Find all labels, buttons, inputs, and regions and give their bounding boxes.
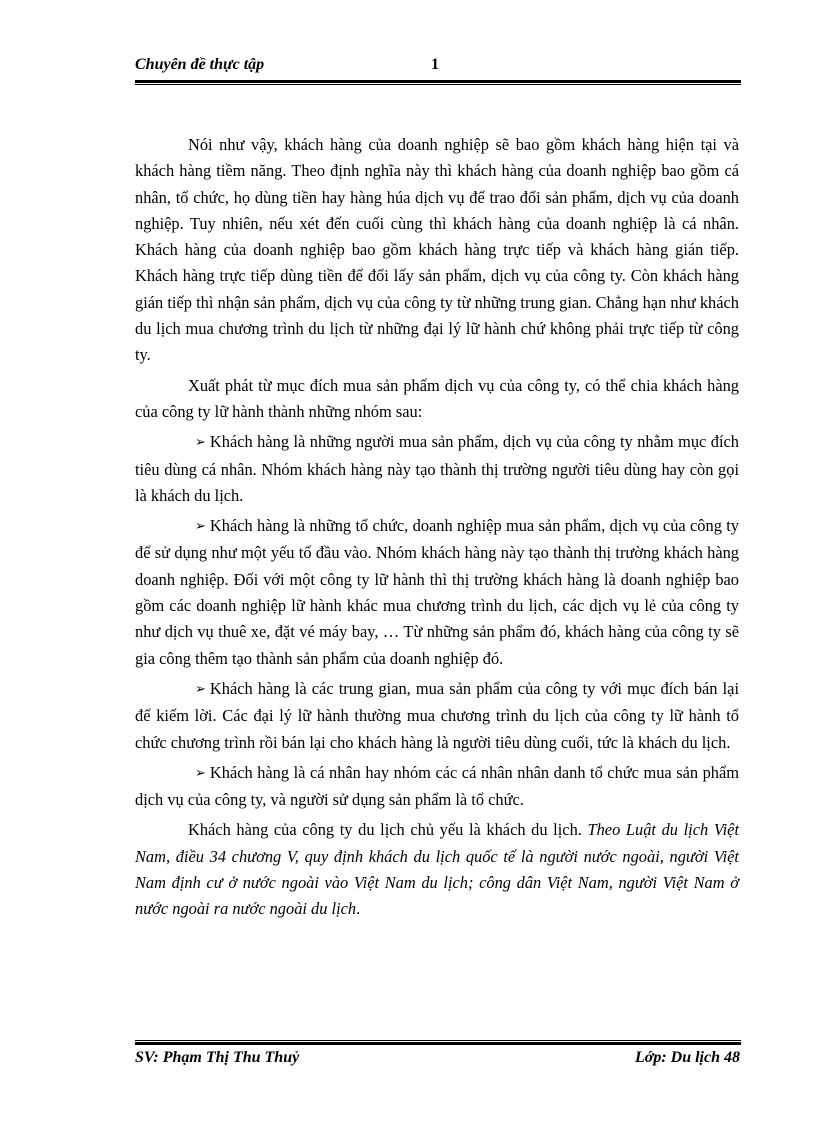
bullet-text: Khách hàng là những người mua sản phẩm, dịch vụ của công ty nhằm mục đích tiêu dùng cá nhân. Nhóm khách hàng này tạo thành thị trường người tiêu dùng hay còn gọi là khách du lịch. <box>135 432 739 505</box>
law-quote: Theo Luật du lịch Việt Nam, điều 34 chương V, quy định khách du lịch quốc tế là người nước ngoài, người Việt Nam định cư ở nước ngoài vào Việt Nam du lịch; công dân Việt Nam, người Việt Nam ở nước ngoài ra nước ngoài du lịch <box>135 820 739 919</box>
bullet-text: Khách hàng là các trung gian, mua sản phẩm của công ty với mục đích bán lại để kiếm lời. Các đại lý lữ hành thường mua chương trình du lịch của công ty lữ hành tổ chức chương trình rồi bán lại cho khách hàng là người tiêu dùng cuối, tức là khách du lịch. <box>135 678 739 752</box>
arrow-bullet-icon: ➢ <box>195 764 206 780</box>
footer-student-name: SV: Phạm Thị Thu Thuỷ <box>135 1049 300 1066</box>
bullet-text: Khách hàng là cá nhân hay nhóm các cá nhân nhân danh tổ chức mua sản phẩm dịch vụ của công ty, và người sử dụng sản phẩm là tổ chức. <box>135 762 739 810</box>
page-header <box>135 56 741 80</box>
page-number: 1 <box>431 56 439 73</box>
bullet-text: Khách hàng là những tổ chức, doanh nghiệp mua sản phẩm, dịch vụ của công ty để sử dụng như một yếu tố đầu vào. Nhóm khách hàng này tạo thành thị trường khách hàng doanh nghiệp. Đối với một công ty lữ hành thì thị trường khách hàng là doanh nghiệp bao gồm các doanh nghiệp lữ hành khác mua chương trình du lịch, các dịch vụ lẻ của công ty như dịch vụ thuê xe, đặt vé máy bay, … Từ những sản phẩm đó, khách hàng của công ty sẽ gia công thêm tạo thành sản phẩm của doanh nghiệp đó. <box>135 516 739 668</box>
header-rule <box>135 80 741 85</box>
footer-rule <box>135 1040 741 1045</box>
bullet-item <box>135 676 739 756</box>
bullet-item <box>135 760 739 814</box>
closing-paragraph <box>135 817 739 922</box>
closing-text: Khách hàng của công ty du lịch chủ yếu là khách du lịch. <box>188 820 588 840</box>
paragraph: Nói như vậy, khách hàng của doanh nghiệp sẽ bao gồm khách hàng hiện tại và khách hàng tiềm năng. Theo định nghĩa này thì khách hàng của doanh nghiệp bao gồm cá nhân, tổ chức, họ dùng tiền hay hàng húa dịch vụ để trao đổi sản phẩm, dịch vụ của doanh nghiệp. Tuy nhiên, nếu xét đến cuối cùng thì khách hàng của doanh nghiệp là cá nhân. Khách hàng của doanh nghiệp bao gồm khách hàng trực tiếp và khách hàng gián tiếp. Khách hàng trực tiếp dùng tiền để đổi lấy sản phẩm, dịch vụ của công ty. Còn khách hàng gián tiếp thì nhận sản phẩm, dịch vụ của công ty từ những trung gian. Chẳng hạn như khách du lịch mua chương trình du lịch từ những đại lý lữ hành chứ không phải trực tiếp từ công ty. <box>135 135 739 365</box>
arrow-bullet-icon: ➢ <box>195 518 206 534</box>
closing-period: . <box>356 899 361 919</box>
document-body <box>135 132 739 927</box>
arrow-bullet-icon: ➢ <box>195 680 206 696</box>
arrow-bullet-icon: ➢ <box>195 434 206 450</box>
bullet-item <box>135 513 739 672</box>
footer-class-name: Lớp: Du lịch 48 <box>634 1049 740 1066</box>
header-title: Chuyên đề thực tập <box>135 56 265 73</box>
paragraph: Xuất phát từ mục đích mua sản phẩm dịch vụ của công ty, có thể chia khách hàng của công ty lữ hành thành những nhóm sau: <box>135 375 739 421</box>
bullet-item <box>135 429 739 509</box>
